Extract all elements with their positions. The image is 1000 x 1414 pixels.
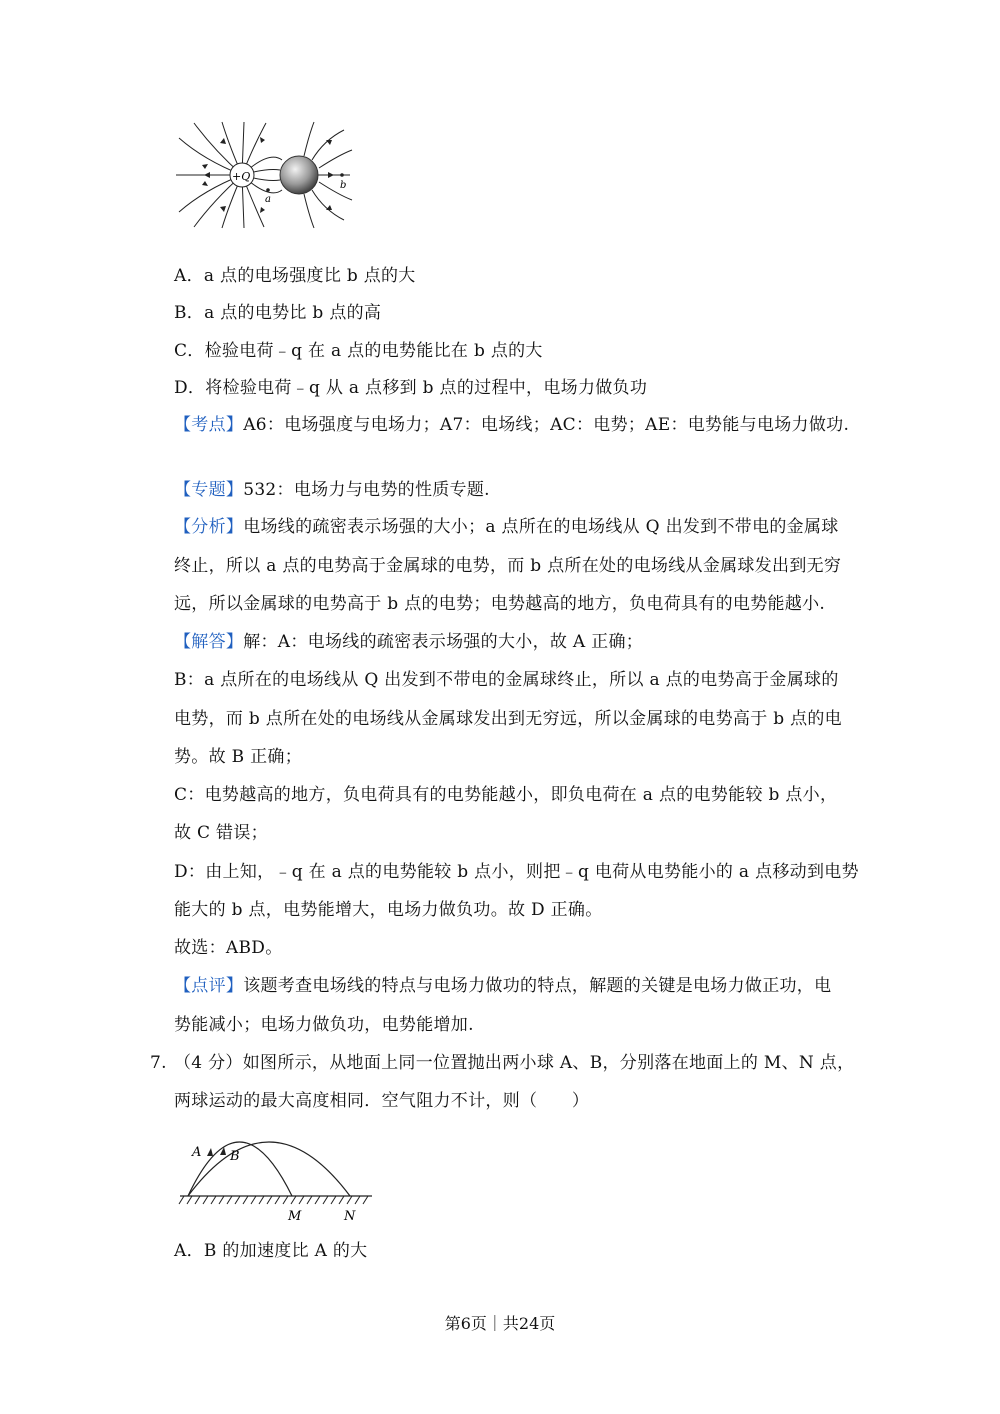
dianping-tag: 【点评】: [174, 976, 244, 996]
q7-number: 7.: [150, 1053, 167, 1073]
ball-b-label: B: [230, 1149, 240, 1164]
jieda-line: 电势，而 b 点所在处的电场线从金属球发出到无穷远，所以金属球的电势高于 b 点的电: [174, 709, 842, 729]
option-d: D．将检验电荷﹣q 从 a 点移到 b 点的过程中，电场力做负功: [174, 378, 648, 398]
option-c: C．检验电荷﹣q 在 a 点的电势能比在 b 点的大: [174, 341, 543, 361]
ball-a-label: A: [192, 1145, 202, 1160]
jieda-section: [174, 631, 643, 653]
dianping-line: 该题考查电场线的特点与电场力做功的特点，解题的关键是电场力做正功，电: [243, 976, 832, 996]
jieda-line: 能大的 b 点，电势能增大，电场力做负功。故 D 正确。: [174, 900, 603, 920]
projectile-figure: [174, 1118, 379, 1228]
zhuanti-text: 532：电场力与电势的性质专题.: [243, 480, 490, 500]
option-a: A．a 点的电场强度比 b 点的大: [174, 266, 416, 286]
q7-option-a: A．B 的加速度比 A 的大: [174, 1241, 368, 1261]
zhuanti-section: [174, 479, 490, 501]
jieda-line: 势。故 B 正确；: [174, 747, 302, 767]
jieda-line: 解：A：电场线的疏密表示场强的大小，故 A 正确；: [243, 632, 644, 652]
dianping-section: [174, 975, 831, 997]
fenxi-line: 远，所以金属球的电势高于 b 点的电势；电势越高的地方，负电荷具有的电势能越小.: [174, 594, 826, 614]
jieda-line: C：电势越高的地方，负电荷具有的电势能越小，即负电荷在 a 点的电势能较 b 点小，: [174, 785, 838, 805]
point-a-label: a: [265, 194, 271, 205]
fenxi-tag: 【分析】: [174, 517, 244, 537]
jieda-line: 故选：ABD。: [174, 938, 283, 958]
zhuanti-tag: 【专题】: [174, 480, 244, 500]
dianping-line: 势能减小；电场力做负功，电势能增加.: [174, 1015, 474, 1035]
fenxi-line: 终止，所以 a 点的电势高于金属球的电势，而 b 点所在处的电场线从金属球发出到无穷: [174, 556, 842, 576]
q7-line: 两球运动的最大高度相同．空气阻力不计，则（ ）: [174, 1091, 590, 1111]
fenxi-line: 电场线的疏密表示场强的大小；a 点所在的电场线从 Q 出发到不带电的金属球: [243, 517, 839, 537]
fenxi-section: [174, 516, 839, 538]
electric-field-figure: [174, 120, 354, 230]
kaodian-tag: 【考点】: [174, 415, 244, 435]
jieda-line: 故 C 错误；: [174, 823, 268, 843]
q7-line: （4 分）如图所示，从地面上同一位置抛出两小球 A、B，分别落在地面上的 M、N 点，: [174, 1053, 855, 1073]
kaodian-text: A6：电场强度与电场力；A7：电场线；AC：电势；AE：电势能与电场力做功.: [243, 415, 850, 435]
kaodian-section: [174, 414, 849, 436]
page-footer: 第6页｜共24页: [444, 1314, 556, 1333]
point-m-label: M: [288, 1209, 302, 1224]
jieda-line: D：由上知，﹣q 在 a 点的电势能较 b 点小，则把﹣q 电荷从电势能小的 a 点移动到电势: [174, 862, 859, 882]
charge-label: +Q: [232, 170, 251, 183]
point-n-label: N: [344, 1209, 356, 1224]
option-b: B．a 点的电势比 b 点的高: [174, 303, 382, 323]
jieda-tag: 【解答】: [174, 632, 244, 652]
jieda-line: B：a 点所在的电场线从 Q 出发到不带电的金属球终止，所以 a 点的电势高于金属球的: [174, 670, 839, 690]
point-b-label: b: [340, 180, 347, 191]
